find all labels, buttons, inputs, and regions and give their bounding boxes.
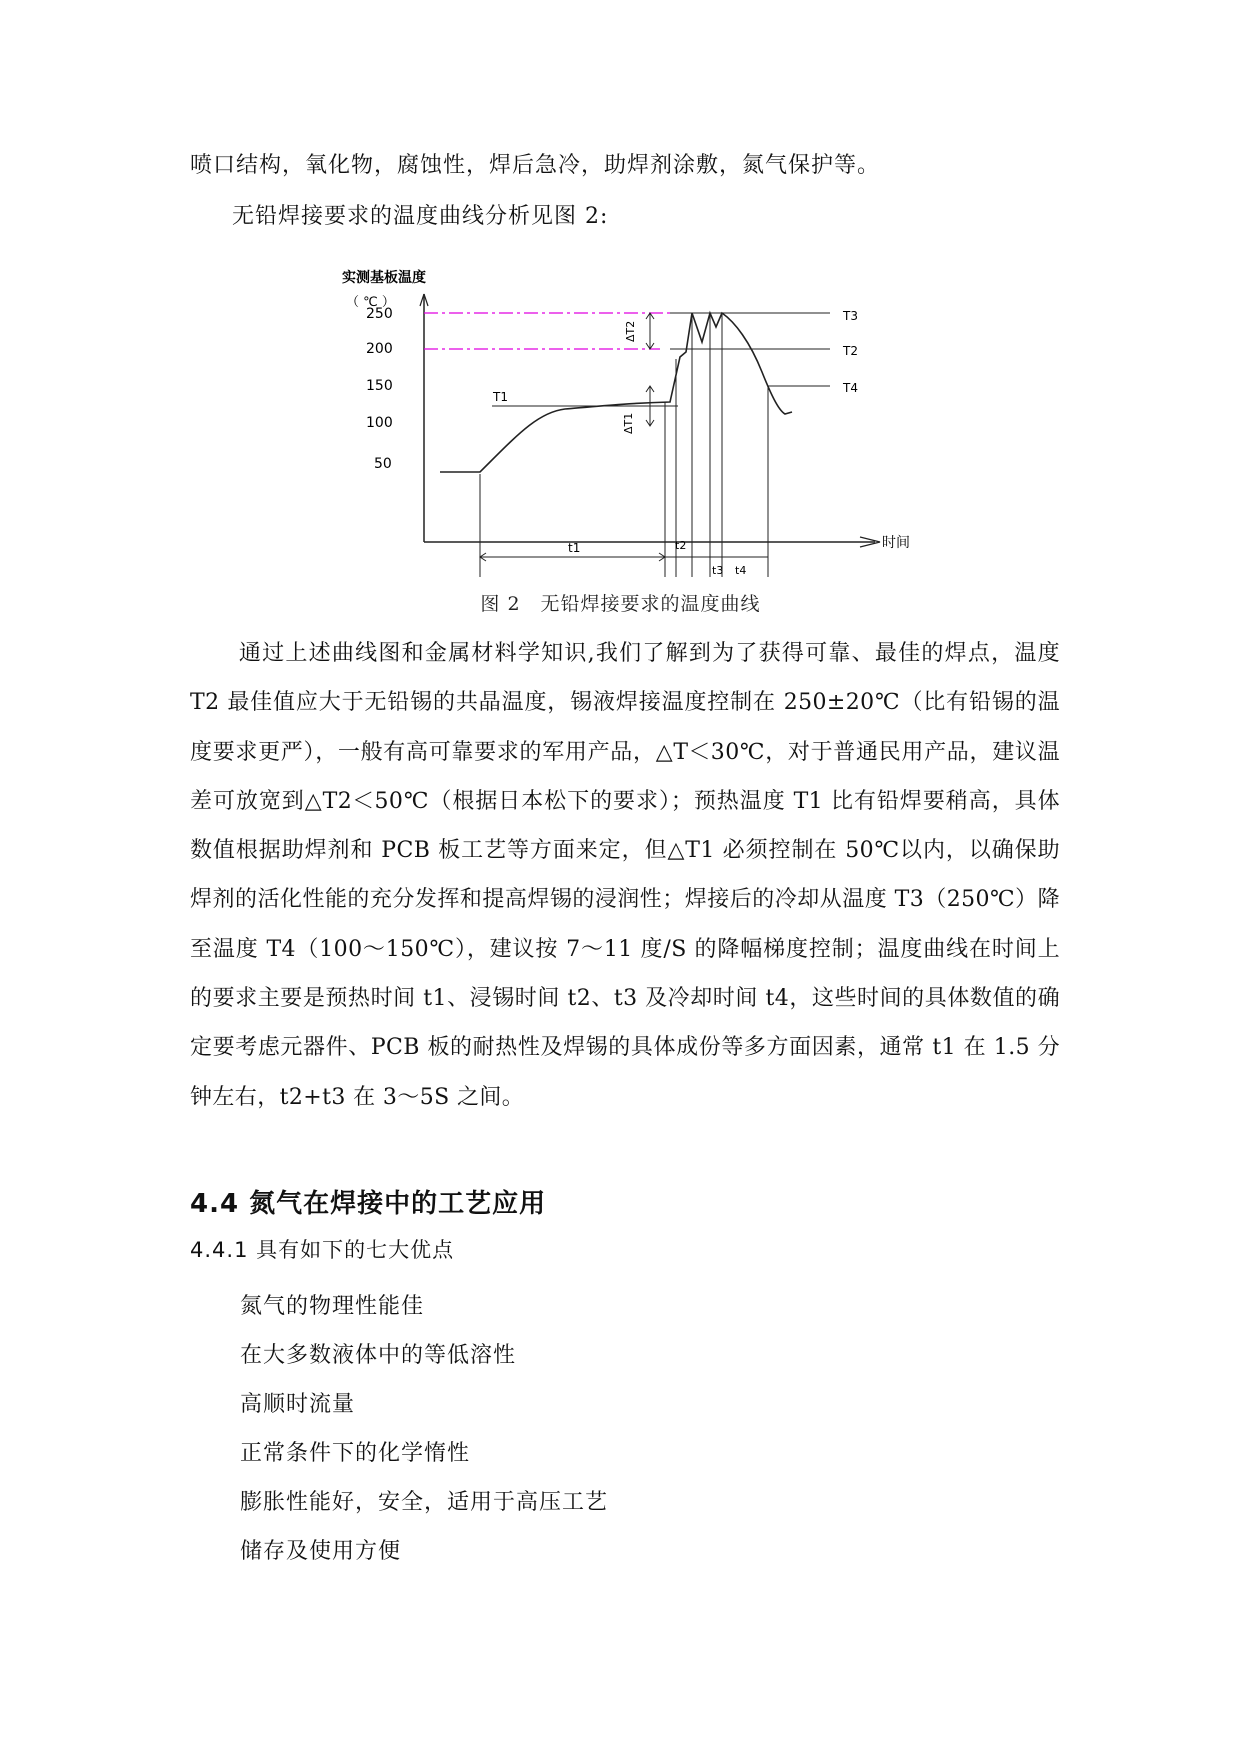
label-t4: t4 [735, 564, 747, 577]
list-item: 高顺时流量 [240, 1392, 356, 1417]
list-item: 膨胀性能好，安全，适用于高压工艺 [240, 1490, 609, 1515]
label-T3: T3 [843, 309, 858, 323]
section-subheading: 4.4.1 具有如下的七大优点 [190, 1238, 455, 1262]
tick-label-150: 150 [366, 378, 393, 394]
paragraph-body [190, 629, 1060, 1122]
temperature-curve-figure [330, 262, 930, 592]
y-axis-unit: （ ℃ ） [346, 295, 395, 310]
section-heading: 4.4 氮气在焊接中的工艺应用 [190, 1189, 547, 1219]
tick-label-100: 100 [366, 415, 393, 431]
label-t1: t1 [568, 541, 581, 555]
label-T2: T2 [843, 344, 858, 358]
advantages-list [240, 1282, 608, 1576]
label-t3: t3 [712, 564, 724, 577]
paragraph-body-text: 通过上述曲线图和金属材料学知识,我们了解到为了获得可靠、最佳的焊点，温度 T2 最佳值应大于无铅锡的共晶温度，锡液焊接温度控制在 250±20℃（比有铅锡的温度要求更严），一般有高可靠要求的军用产品，△T＜30℃，对于普通民用产品，建议温差可放宽到△T2＜50℃（根据日本松下的要求）；预热温度 T1 比有铅焊要稍高，具体数值根据助焊剂和 PCB 板工艺等方面来定，但△T1 必须控制在 50℃以内，以确保助焊剂的活化性能的充分发挥和提高焊锡的浸润性；焊接后的冷却从温度 T3（250℃）降至温度 T4（100～150℃），建议按 7～11 度/S 的降幅梯度控制；温度曲线在时间上的要求主要是预热时间 t1、浸锡时间 t2、t3 及冷却时间 t4，这些时间的具体数值的确定要考虑元器件、PCB 板的耐热性及焊锡的具体成份等多方面因素，通常 t1 在 1.5 分钟左右，t2+t3 在 3～5S 之间。 [190, 641, 1060, 1110]
label-delta-T1: ΔT1 [622, 412, 635, 434]
figure-caption: 图 2 无铅焊接要求的温度曲线 [480, 593, 761, 615]
paragraph-intro: 无铅焊接要求的温度曲线分析见图 2: [232, 204, 609, 229]
paragraph-first: 喷口结构，氧化物，腐蚀性，焊后急冷，助焊剂涂敷，氮气保护等。 [190, 153, 881, 178]
list-item: 在大多数液体中的等低溶性 [240, 1343, 517, 1368]
y-axis-label: 实测基板温度 [342, 270, 426, 286]
label-t2: t2 [675, 539, 687, 552]
x-axis-label: 时间 [882, 535, 910, 551]
list-item: 氮气的物理性能佳 [240, 1294, 425, 1319]
tick-label-200: 200 [366, 341, 393, 357]
label-T4: T4 [843, 381, 858, 395]
list-item: 储存及使用方便 [240, 1539, 402, 1564]
list-item: 正常条件下的化学惰性 [240, 1441, 471, 1466]
label-delta-T2: ΔT2 [624, 320, 637, 342]
label-T1: T1 [493, 390, 508, 404]
temperature-curve-chart [330, 262, 930, 592]
tick-label-250: 250 [366, 306, 393, 322]
tick-label-50: 50 [374, 456, 392, 472]
